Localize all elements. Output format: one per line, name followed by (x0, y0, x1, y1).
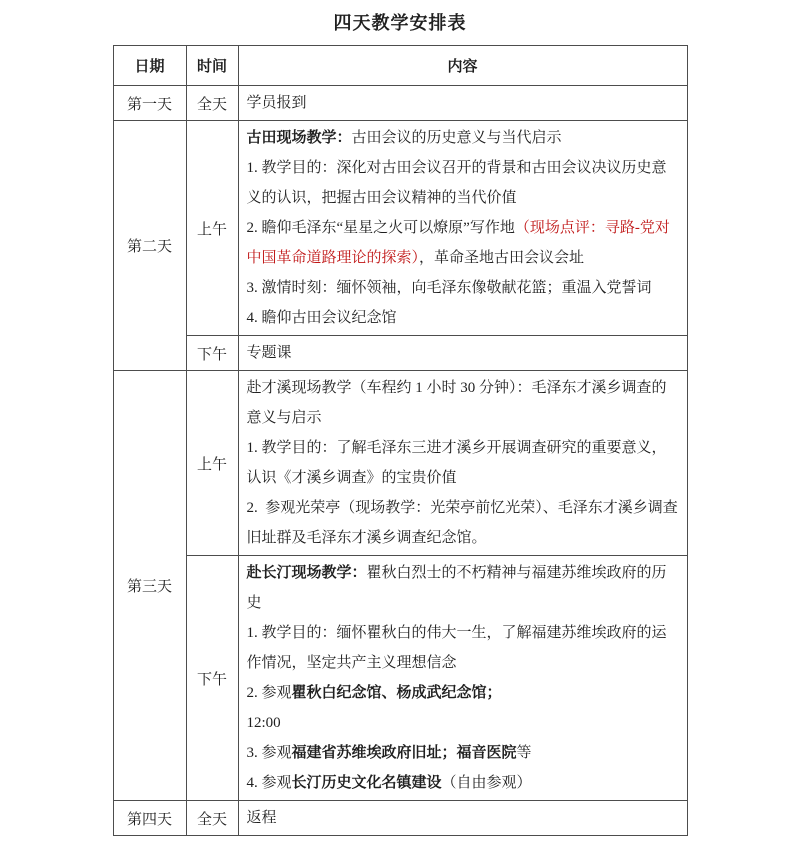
time-cell: 上午 (186, 121, 238, 336)
content-text: 长汀历史文化名镇建设 (291, 775, 442, 791)
content-paragraph (247, 303, 679, 333)
content-paragraph (247, 213, 679, 273)
table-row (113, 121, 687, 336)
content-text: 3. 参观 (246, 745, 292, 761)
table-row (113, 336, 687, 371)
content-text: 学员报到 (246, 95, 307, 111)
content-paragraph (247, 433, 679, 493)
content-text: 赴长汀现场教学： (246, 565, 367, 581)
content-text: 等 (516, 745, 532, 761)
content-cell (238, 121, 687, 336)
content-paragraph (247, 338, 679, 368)
content-paragraph (247, 618, 679, 678)
time-cell: 全天 (186, 86, 238, 121)
day-cell: 第四天 (113, 801, 186, 836)
header-cell-time: 时间 (186, 46, 238, 86)
content-paragraph (247, 153, 679, 213)
content-cell (238, 371, 687, 556)
content-text: 4. 参观 (246, 775, 292, 791)
page-title: 四天教学安排表 (333, 13, 467, 33)
content-text: 3. 激情时刻：缅怀领袖，向毛泽东像敬献花篮；重温入党誓词 (246, 280, 652, 296)
content-text: （自由参观） (441, 775, 532, 791)
day-cell: 第三天 (113, 371, 186, 801)
content-paragraph (247, 123, 679, 153)
schedule-table-body (113, 86, 687, 836)
content-cell (238, 86, 687, 121)
content-text: 古田会议的历史意义与当代启示 (351, 130, 562, 146)
content-text: 4. 瞻仰古田会议纪念馆 (246, 310, 397, 326)
content-cell (238, 556, 687, 801)
content-paragraph (247, 803, 679, 833)
header-row (113, 46, 687, 86)
content-paragraph (247, 493, 679, 553)
content-text: 古田现场教学： (246, 130, 352, 146)
day-cell: 第一天 (113, 86, 186, 121)
table-row (113, 556, 687, 801)
table-row (113, 86, 687, 121)
content-paragraph (247, 738, 679, 768)
content-text: 1. 教学目的：缅怀瞿秋白的伟大一生，了解福建苏维埃政府的运作情况，坚定共产主义理想信念 (246, 625, 667, 671)
time-cell: 上午 (186, 371, 238, 556)
content-text: 1. 教学目的：了解毛泽东三进才溪乡开展调查研究的重要意义，认识《才溪乡调查》的宝贵价值 (246, 440, 667, 486)
time-cell: 全天 (186, 801, 238, 836)
content-text: 专题课 (246, 345, 292, 361)
content-text: 1. 教学目的：深化对古田会议召开的背景和古田会议决议历史意义的认识，把握古田会议精神的当代价值 (246, 160, 667, 206)
content-text: 返程 (246, 810, 277, 826)
content-paragraph (247, 768, 679, 798)
content-text: 瞿秋白纪念馆、杨成武纪念馆； (291, 685, 502, 701)
content-paragraph (247, 88, 679, 118)
content-text: 2. 参观 (246, 685, 292, 701)
content-paragraph (247, 273, 679, 303)
day-cell: 第二天 (113, 121, 186, 371)
header-cell-date: 日期 (113, 46, 186, 86)
content-paragraph (247, 373, 679, 433)
content-cell (238, 801, 687, 836)
table-row (113, 801, 687, 836)
content-cell (238, 336, 687, 371)
content-paragraph (247, 558, 679, 618)
content-text: 福建省苏维埃政府旧址；福音医院 (291, 745, 517, 761)
content-text: 赴才溪现场教学（车程约 1 小时 30 分钟）：毛泽东才溪乡调查的意义与启示 (246, 380, 667, 426)
content-text: 2. 瞻仰毛泽东“星星之火可以燎原”写作地 (246, 220, 515, 236)
content-text: 2. 参观光荣亭（现场教学：光荣亭前忆光荣）、毛泽东才溪乡调查旧址群及毛泽东才溪乡调查纪念馆。 (246, 500, 678, 546)
time-cell: 下午 (186, 556, 238, 801)
table-header (113, 46, 687, 86)
content-paragraph (247, 708, 679, 738)
table-row (113, 371, 687, 556)
content-text: 瞿秋白烈士的不朽精神与福建苏维埃政府的历史 (246, 565, 667, 611)
schedule-table (113, 45, 688, 836)
header-cell-content: 内容 (238, 46, 687, 86)
content-paragraph (247, 678, 679, 708)
content-text: ，革命圣地古田会议会址 (419, 250, 585, 266)
content-text: 12:00 (246, 715, 281, 731)
red-annotation-text: （现场点评：寻路-党对中国革命道路理论的探索） (246, 220, 670, 266)
time-cell: 下午 (186, 336, 238, 371)
